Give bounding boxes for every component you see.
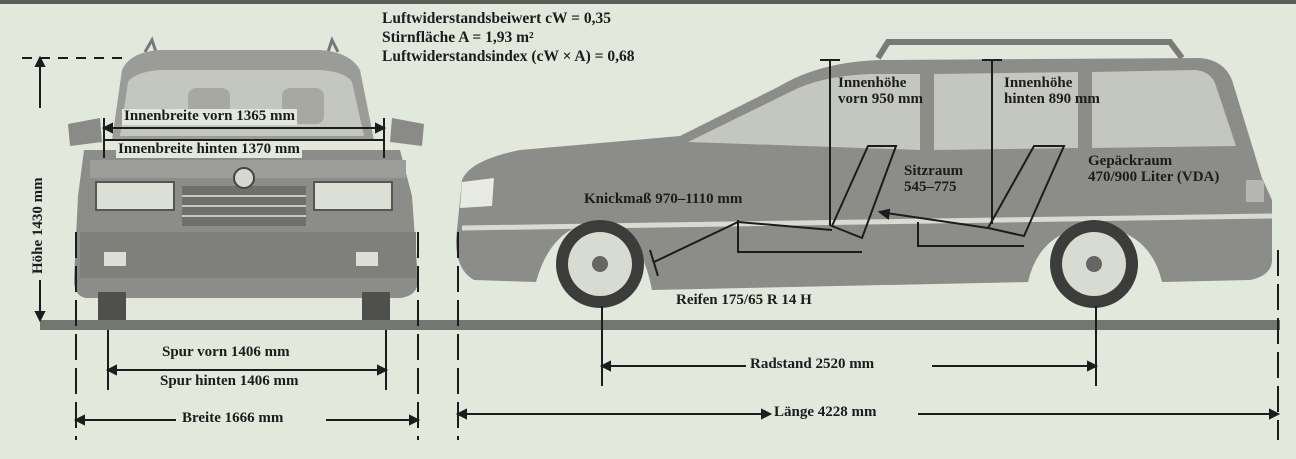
front-view-car	[68, 40, 424, 320]
front-wheel-left	[98, 292, 126, 320]
roof-rail-right	[328, 40, 338, 52]
fog-light-right	[356, 252, 378, 266]
headlight-right	[314, 182, 392, 210]
emblem	[234, 168, 254, 188]
cargo-space-label: Gepäckraum 470/900 Liter (VDA)	[1088, 153, 1220, 185]
length-label: Länge 4228 mm	[774, 404, 877, 420]
top-border	[0, 0, 1296, 4]
roof-rail-left	[145, 40, 156, 52]
seat-space-label: Sitzraum 545–775	[904, 163, 964, 195]
headroom-front-label: Innenhöhe vorn 950 mm	[838, 75, 923, 107]
ground-line	[40, 320, 1280, 330]
side-headlight	[460, 178, 494, 208]
front-wheel-right	[362, 292, 390, 320]
inner-width-front-label: Innenbreite vorn 1365 mm	[124, 108, 295, 124]
width-label: Breite 1666 mm	[182, 410, 284, 426]
knee-room-label: Knickmaß 970–1110 mm	[584, 191, 743, 207]
track-rear-label: Spur hinten 1406 mm	[160, 373, 299, 389]
frontal-area-text: Stirnfläche A = 1,93 m²	[382, 28, 534, 46]
drag-coefficient-text: Luftwiderstandsbeiwert cW = 0,35	[382, 10, 611, 27]
headroom-rear-label: Innenhöhe hinten 890 mm	[1004, 75, 1100, 107]
left-mirror	[68, 118, 102, 146]
wheelbase-label: Radstand 2520 mm	[750, 356, 875, 372]
drag-index-text: Luftwiderstandsindex (cW × A) = 0,68	[382, 47, 635, 65]
roof-rails	[878, 42, 1182, 58]
headlight-left	[96, 182, 174, 210]
tail-light	[1246, 180, 1264, 202]
fog-light-left	[104, 252, 126, 266]
inner-width-rear-label: Innenbreite hinten 1370 mm	[118, 141, 300, 157]
right-mirror	[390, 118, 424, 146]
height-label: Höhe 1430 mm	[30, 177, 46, 274]
windshield	[120, 70, 364, 136]
tire-label: Reifen 175/65 R 14 H	[676, 292, 812, 308]
header-block	[382, 10, 634, 67]
track-front-label: Spur vorn 1406 mm	[162, 344, 290, 360]
